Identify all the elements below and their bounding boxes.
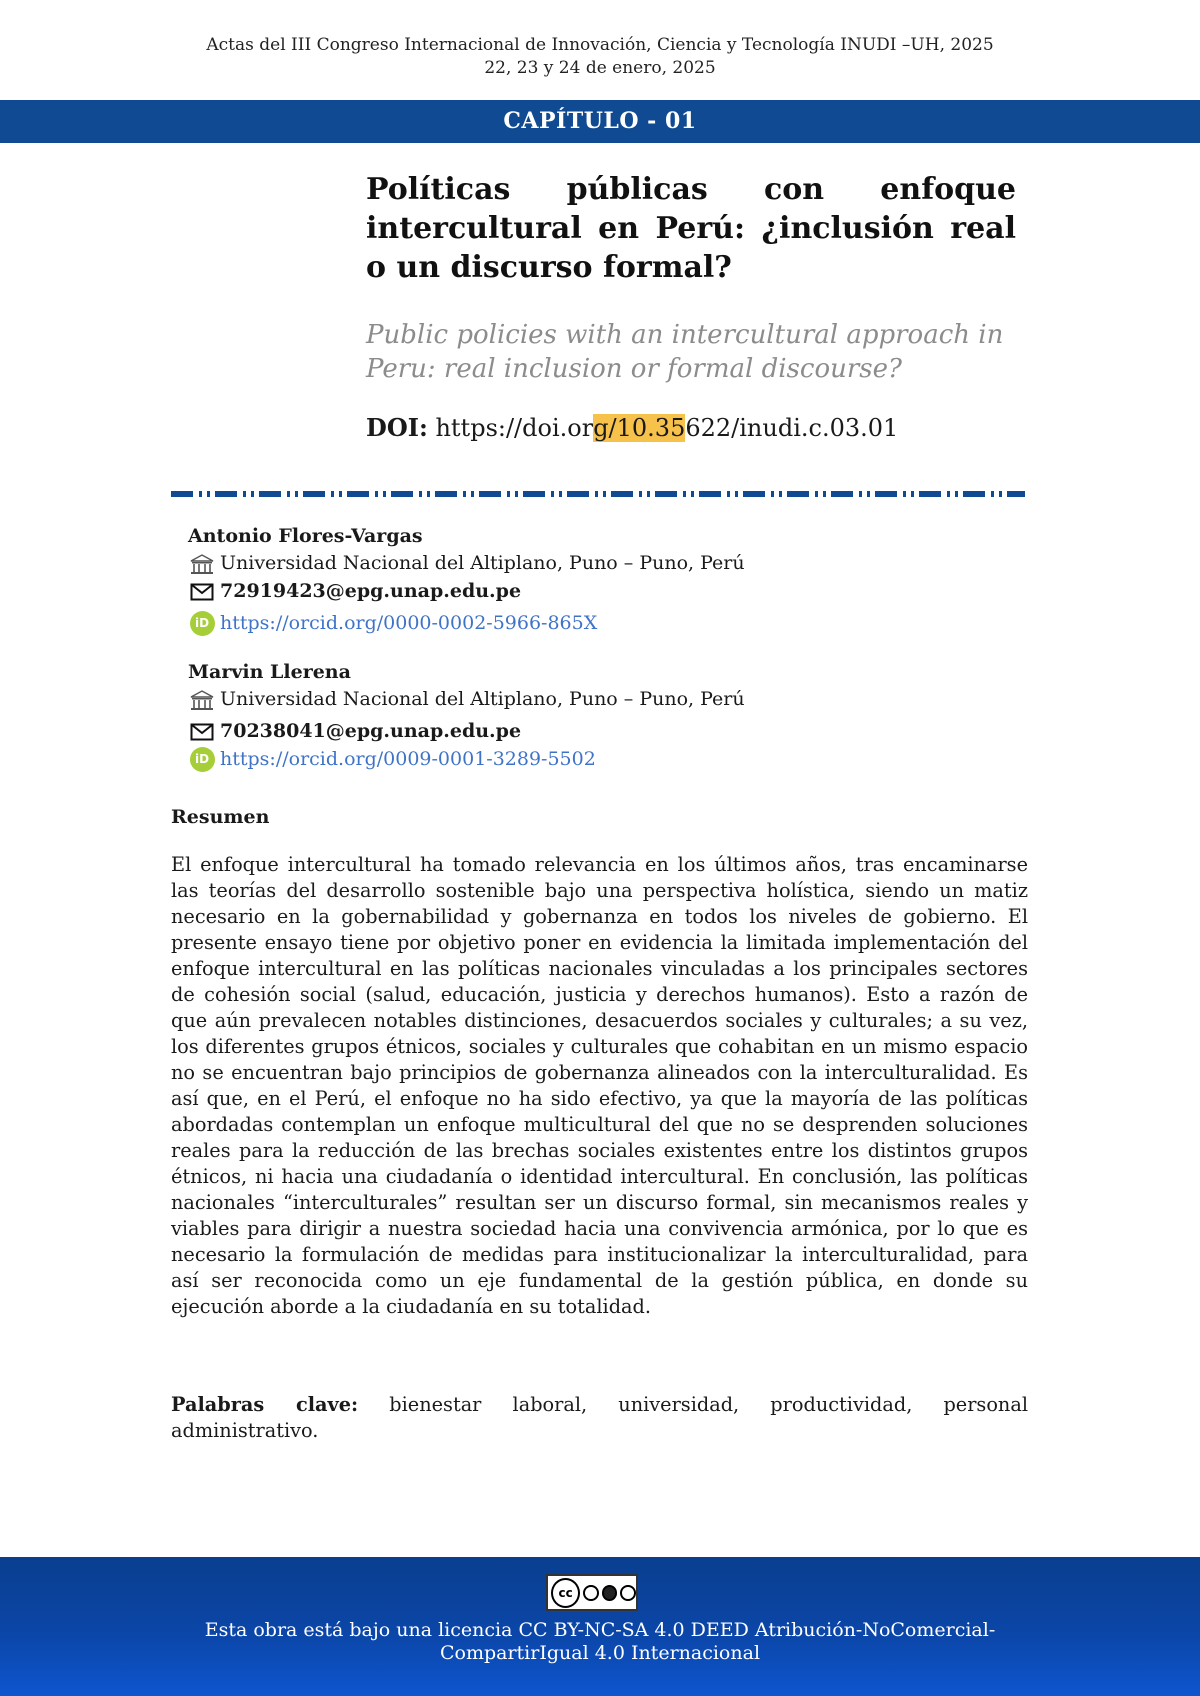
license-text-line2: CompartirIgual 4.0 Internacional bbox=[439, 1642, 761, 1664]
author-affiliation: Universidad Nacional del Altiplano, Puno – Puno, Perú bbox=[220, 688, 745, 710]
doi-url-end[interactable]: 622/inudi.c.03.01 bbox=[685, 414, 899, 442]
author-affiliation: Universidad Nacional del Altiplano, Puno – Puno, Perú bbox=[220, 552, 745, 574]
keywords bbox=[171, 1392, 1028, 1444]
cc-sa-icon bbox=[620, 1585, 636, 1601]
orcid-icon: iD bbox=[188, 613, 216, 635]
cc-logo-icon: cc bbox=[551, 1578, 580, 1608]
chapter-banner: CAPÍTULO - 01 bbox=[0, 100, 1200, 143]
author-affiliation-row bbox=[188, 686, 908, 713]
author-email[interactable]: 70238041@epg.unap.edu.pe bbox=[220, 720, 522, 742]
author-affiliation-row bbox=[188, 550, 908, 577]
cc-license-badge[interactable] bbox=[546, 1574, 638, 1611]
author-orcid-row bbox=[188, 610, 908, 637]
author-orcid-link[interactable]: https://orcid.org/0009-0001-3289-5502 bbox=[220, 748, 596, 770]
doi-label: DOI: bbox=[366, 413, 428, 442]
doi-line[interactable] bbox=[366, 411, 898, 445]
cc-by-icon bbox=[583, 1585, 599, 1601]
proceedings-header bbox=[0, 34, 1200, 80]
author-block bbox=[188, 660, 908, 773]
abstract-heading: Resumen bbox=[171, 806, 270, 828]
author-email[interactable]: 72919423@epg.unap.edu.pe bbox=[220, 580, 522, 602]
license-footer bbox=[0, 1557, 1200, 1696]
proceedings-dates: 22, 23 y 24 de enero, 2025 bbox=[484, 58, 716, 78]
author-orcid-row bbox=[188, 746, 908, 773]
author-email-row bbox=[188, 718, 908, 745]
paper-title: Políticas públicas con enfoque intercultural en Perú: ¿inclusión real o un discurso formal? bbox=[366, 172, 1016, 285]
mail-icon bbox=[188, 581, 216, 603]
author-orcid-link[interactable]: https://orcid.org/0000-0002-5966-865X bbox=[220, 612, 598, 634]
keywords-text: bienestar laboral, universidad, productividad, personal administrativo. bbox=[171, 1393, 1029, 1442]
orcid-icon: iD bbox=[188, 749, 216, 771]
doi-url-highlight[interactable]: g/10.35 bbox=[593, 414, 686, 442]
section-divider bbox=[171, 491, 1025, 497]
doi-url-start[interactable]: https://doi.or bbox=[435, 414, 594, 442]
proceedings-title: Actas del III Congreso Internacional de Innovación, Ciencia y Tecnología INUDI –UH, 2025 bbox=[206, 35, 994, 55]
paper-subtitle-english: Public policies with an intercultural approach in Peru: real inclusion or formal discourse? bbox=[366, 320, 1004, 384]
license-text-line1: Esta obra está bajo una licencia CC BY-NC-SA 4.0 DEED Atribución-NoComercial- bbox=[204, 1619, 996, 1641]
author-name: Antonio Flores-Vargas bbox=[188, 525, 423, 547]
institution-icon bbox=[188, 689, 216, 711]
institution-icon bbox=[188, 553, 216, 575]
keywords-label: Palabras clave: bbox=[171, 1393, 359, 1416]
abstract-body: El enfoque intercultural ha tomado relevancia en los últimos años, tras encaminarse las teorías del desarrollo sostenible bajo una perspectiva holística, siendo un matiz necesario en la gobernabilidad y gobernanza en todos los niveles de gobierno. El presente ensayo tiene por objetivo poner en evidencia la limitada implementación del enfoque intercultural en las políticas nacionales vinculadas a los principales sectores de cohesión social (salud, educación, justicia y derechos humanos). Esto a razón de que aún prevalecen notables distinciones, desacuerdos sociales y culturales; a su vez, los diferentes grupos étnicos, sociales y culturales que cohabitan en un mismo espacio no se encuentran bajo principios de gobernanza alineados con la interculturalidad. Es así que, en el Perú, el enfoque no ha sido efectivo, ya que la mayoría de las políticas abordadas contemplan un enfoque multicultural del que no se desprenden soluciones reales para la reducción de las brechas sociales existentes entre los distintos grupos étnicos, ni hacia una ciudadanía o identidad intercultural. En conclusión, las políticas nacionales “interculturales” resultan ser un discurso formal, sin mecanismos reales y viables para dirigir a nuestra sociedad hacia una convivencia armónica, por lo que es necesario la formulación de medidas para institucionalizar la interculturalidad, para así ser reconocida como un eje fundamental de la gestión pública, en donde su ejecución aborde a la ciudadanía en su totalidad. bbox=[171, 853, 1028, 1318]
author-name: Marvin Llerena bbox=[188, 661, 351, 683]
mail-icon bbox=[188, 721, 216, 743]
author-block bbox=[188, 524, 908, 637]
cc-nc-icon bbox=[602, 1585, 618, 1601]
author-email-row bbox=[188, 578, 908, 605]
license-text bbox=[0, 1619, 1200, 1665]
